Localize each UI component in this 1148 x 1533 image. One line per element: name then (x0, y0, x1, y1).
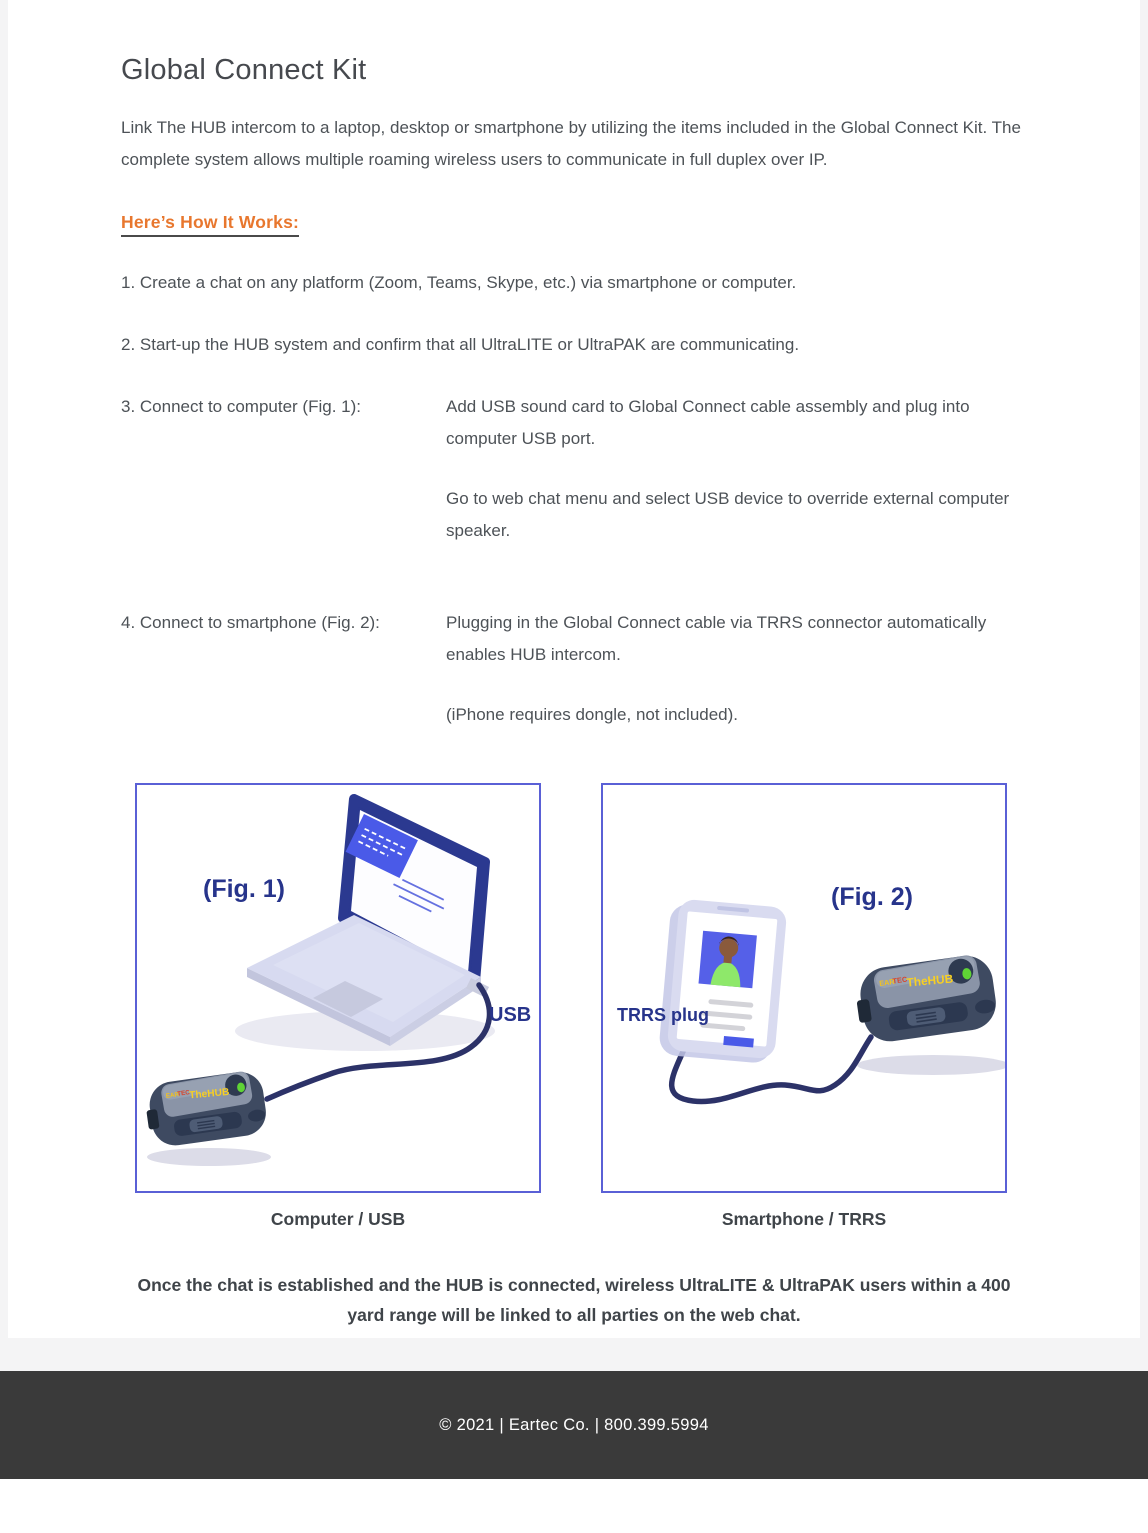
device-brand-tec: TEC (176, 1089, 191, 1098)
figure-1-box (135, 783, 541, 1193)
step-4 (121, 607, 1027, 731)
step-3-label: 3. Connect to computer (Fig. 1): (121, 397, 361, 416)
step-4-label: 4. Connect to smartphone (Fig. 2): (121, 613, 380, 632)
step-4-details (446, 607, 1027, 731)
intro-paragraph: Link The HUB intercom to a laptop, desktop or smartphone by utilizing the items included in the Global Connect Kit. The complete system allows multiple roaming wireless users to communicate in full duplex over IP. (121, 118, 1021, 169)
figure-1-tag: (Fig. 1) (203, 875, 285, 903)
how-it-works-wrap (121, 212, 1027, 237)
content-card (8, 0, 1140, 1338)
figure-1-caption: Computer / USB (270, 1209, 406, 1229)
hub-device (143, 1068, 269, 1148)
device-brand-ear: EAR (878, 976, 896, 989)
step-3-detail-2: Go to web chat menu and select USB device to override external computer speaker. (446, 489, 1010, 540)
footer-copyright: © 2021 | Eartec Co. | 800.399.5994 (439, 1415, 709, 1434)
step-3 (121, 391, 1027, 547)
figure-2-tag: (Fig. 2) (831, 883, 913, 911)
step-4-detail-1: Plugging in the Global Connect cable via TRRS connector automatically enables HUB intercom. (446, 613, 987, 664)
figure-2-box (601, 783, 1007, 1193)
video-call-avatar (698, 931, 756, 989)
figure-1-illustration (137, 785, 539, 1191)
figure-2 (601, 783, 1007, 1230)
figure-2-illustration (603, 785, 1005, 1191)
device-name-label: TheHUB (905, 971, 954, 990)
smartphone-illustration (658, 898, 787, 1065)
bottom-spacer (0, 1479, 1148, 1501)
usb-label: USB (489, 1004, 532, 1026)
figure-1 (135, 783, 541, 1230)
step-4-detail-2: (iPhone requires dongle, not included). (446, 705, 739, 724)
step-3-details (446, 391, 1027, 547)
step-2: 2. Start-up the HUB system and confirm that all UltraLITE or UltraPAK are communicating. (121, 335, 800, 354)
site-footer (0, 1371, 1148, 1479)
hub-shadow (857, 1055, 1005, 1075)
step-1: 1. Create a chat on any platform (Zoom, Teams, Skype, etc.) via smartphone or computer. (121, 273, 797, 292)
device-name-label: TheHUB (188, 1086, 230, 1102)
device-brand-tec: TEC (891, 974, 908, 986)
device-brand-ear: EAR (165, 1091, 180, 1100)
laptop-illustration (247, 799, 489, 1046)
closing-statement: Once the chat is established and the HUB is connected, wireless UltraLITE & UltraPAK users within a 400 yard range will be linked to all parties on the web chat. (137, 1275, 1011, 1325)
figure-2-caption: Smartphone / TRRS (721, 1209, 887, 1229)
page-title: Global Connect Kit (121, 54, 367, 86)
trrs-plug-label: TRRS plug (617, 1005, 709, 1025)
hub-device (852, 952, 999, 1046)
how-it-works-heading: Here’s How It Works: (121, 212, 299, 237)
figures-row (135, 783, 1027, 1230)
step-3-detail-1: Add USB sound card to Global Connect cable assembly and plug into computer USB port. (446, 397, 970, 448)
hub-shadow (147, 1148, 271, 1166)
